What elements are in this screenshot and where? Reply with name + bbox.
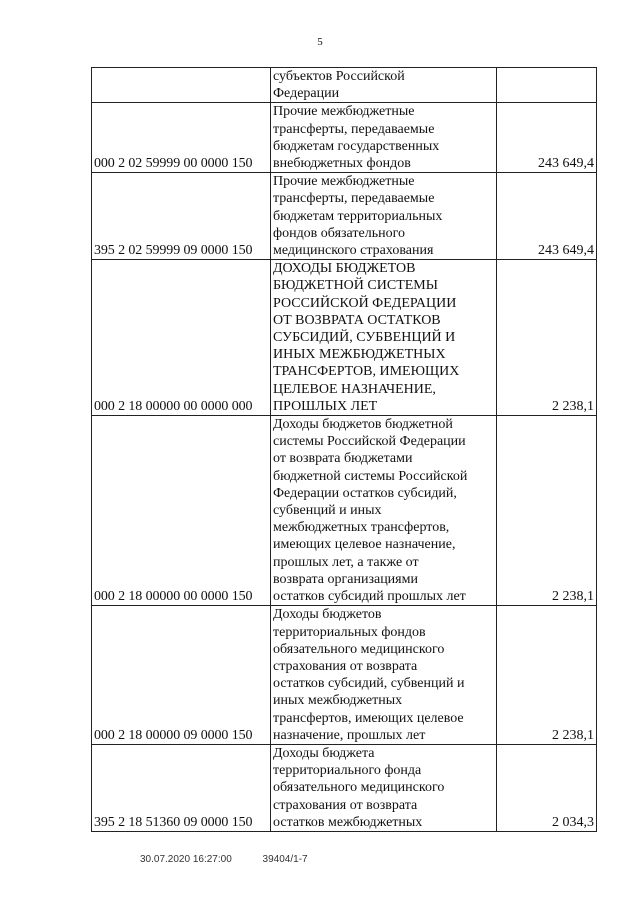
budget-code: 395 2 02 59999 09 0000 150 [92,173,271,260]
income-name-line: РОССИЙСКОЙ ФЕДЕРАЦИИ [273,295,457,311]
amount: 243 649,4 [497,173,597,260]
income-name-line: субвенций и иных [273,503,382,519]
income-name-line: внебюджетных фондов [273,156,411,172]
budget-code: 000 2 02 59999 00 0000 150 [92,103,271,173]
income-name-line: территориальных фондов [273,624,426,640]
income-name-line: страхования от возврата [273,658,418,674]
footer [140,854,336,865]
income-name-line: бюджетам территориальных [273,208,443,224]
income-name-line: от возврата бюджетами [273,451,413,467]
table-row [92,173,597,260]
income-name-line: назначение, прошлых лет [273,727,426,743]
income-name-line: трансфертов, имеющих целевое [273,710,464,726]
income-name-line: межбюджетных трансфертов, [273,520,450,536]
amount: 2 034,3 [497,744,597,831]
income-name-line: имеющих целевое назначение, [273,537,456,553]
income-name-line: Федерации [273,86,340,102]
income-name-line: ОТ ВОЗВРАТА ОСТАТКОВ [273,312,441,328]
footer-doc-id: 39404/1-7 [262,854,308,865]
income-name-line: БЮДЖЕТНОЙ СИСТЕМЫ [273,278,438,294]
income-name-line: остатков субсидий, субвенций и [273,676,465,692]
amount: 2 238,1 [497,416,597,606]
income-name-line: Прочие межбюджетные [273,104,415,120]
income-name-line: остатков субсидий прошлых лет [273,589,466,605]
page-number: 5 [317,36,323,48]
table-row [92,260,597,416]
income-name [271,103,497,173]
income-name [271,68,497,103]
budget-code [92,68,271,103]
amount: 2 238,1 [497,606,597,745]
income-name-line: ИНЫХ МЕЖБЮДЖЕТНЫХ [273,347,446,363]
income-name-line: страхования от возврата [273,797,418,813]
income-name-line: Доходы бюджета [273,745,375,761]
footer-datetime: 30.07.2020 16:27:00 [140,854,232,865]
table-row [92,68,597,103]
income-name-line: ДОХОДЫ БЮДЖЕТОВ [273,261,416,277]
income-name-line: системы Российской Федерации [273,434,466,450]
income-name-line: иных межбюджетных [273,693,403,709]
income-name-line: трансферты, передаваемые [273,191,435,207]
income-name-line: ПРОШЛЫХ ЛЕТ [273,398,378,414]
table-row [92,416,597,606]
income-name-line: бюджетам государственных [273,138,440,154]
income-name-line: обязательного медицинского [273,641,445,657]
table-row [92,103,597,173]
income-name-line: Доходы бюджетов [273,607,382,623]
income-name-line: остатков межбюджетных [273,814,423,830]
income-name-line: бюджетной системы Российской [273,468,468,484]
income-name-line: территориального фонда [273,763,422,779]
budget-code: 000 2 18 00000 09 0000 150 [92,606,271,745]
amount [497,68,597,103]
income-name-line: обязательного медицинского [273,780,445,796]
amount: 2 238,1 [497,260,597,416]
table-row [92,744,597,831]
income-name-line: ЦЕЛЕВОЕ НАЗНАЧЕНИЕ, [273,381,436,397]
income-name-line: СУБСИДИЙ, СУБВЕНЦИЙ И [273,330,456,346]
income-name-line: Доходы бюджетов бюджетной [273,417,453,433]
income-name-line: возврата организациями [273,571,418,587]
income-name-line: прошлых лет, а также от [273,554,419,570]
table-row [92,606,597,745]
income-name [271,260,497,416]
income-name [271,744,497,831]
income-name [271,416,497,606]
budget-table [91,67,597,832]
budget-code: 395 2 18 51360 09 0000 150 [92,744,271,831]
income-name-line: ТРАНСФЕРТОВ, ИМЕЮЩИХ [273,364,460,380]
income-name [271,173,497,260]
income-name-line: медицинского страхования [273,243,434,259]
budget-code: 000 2 18 00000 00 0000 000 [92,260,271,416]
budget-table-body [92,68,597,832]
income-name [271,606,497,745]
income-name-line: фондов обязательного [273,225,405,241]
amount: 243 649,4 [497,103,597,173]
income-name-line: трансферты, передаваемые [273,121,435,137]
income-name-line: Прочие межбюджетные [273,174,415,190]
budget-code: 000 2 18 00000 00 0000 150 [92,416,271,606]
income-name-line: Федерации остатков субсидий, [273,485,457,501]
income-name-line: субъектов Российской [273,69,405,84]
